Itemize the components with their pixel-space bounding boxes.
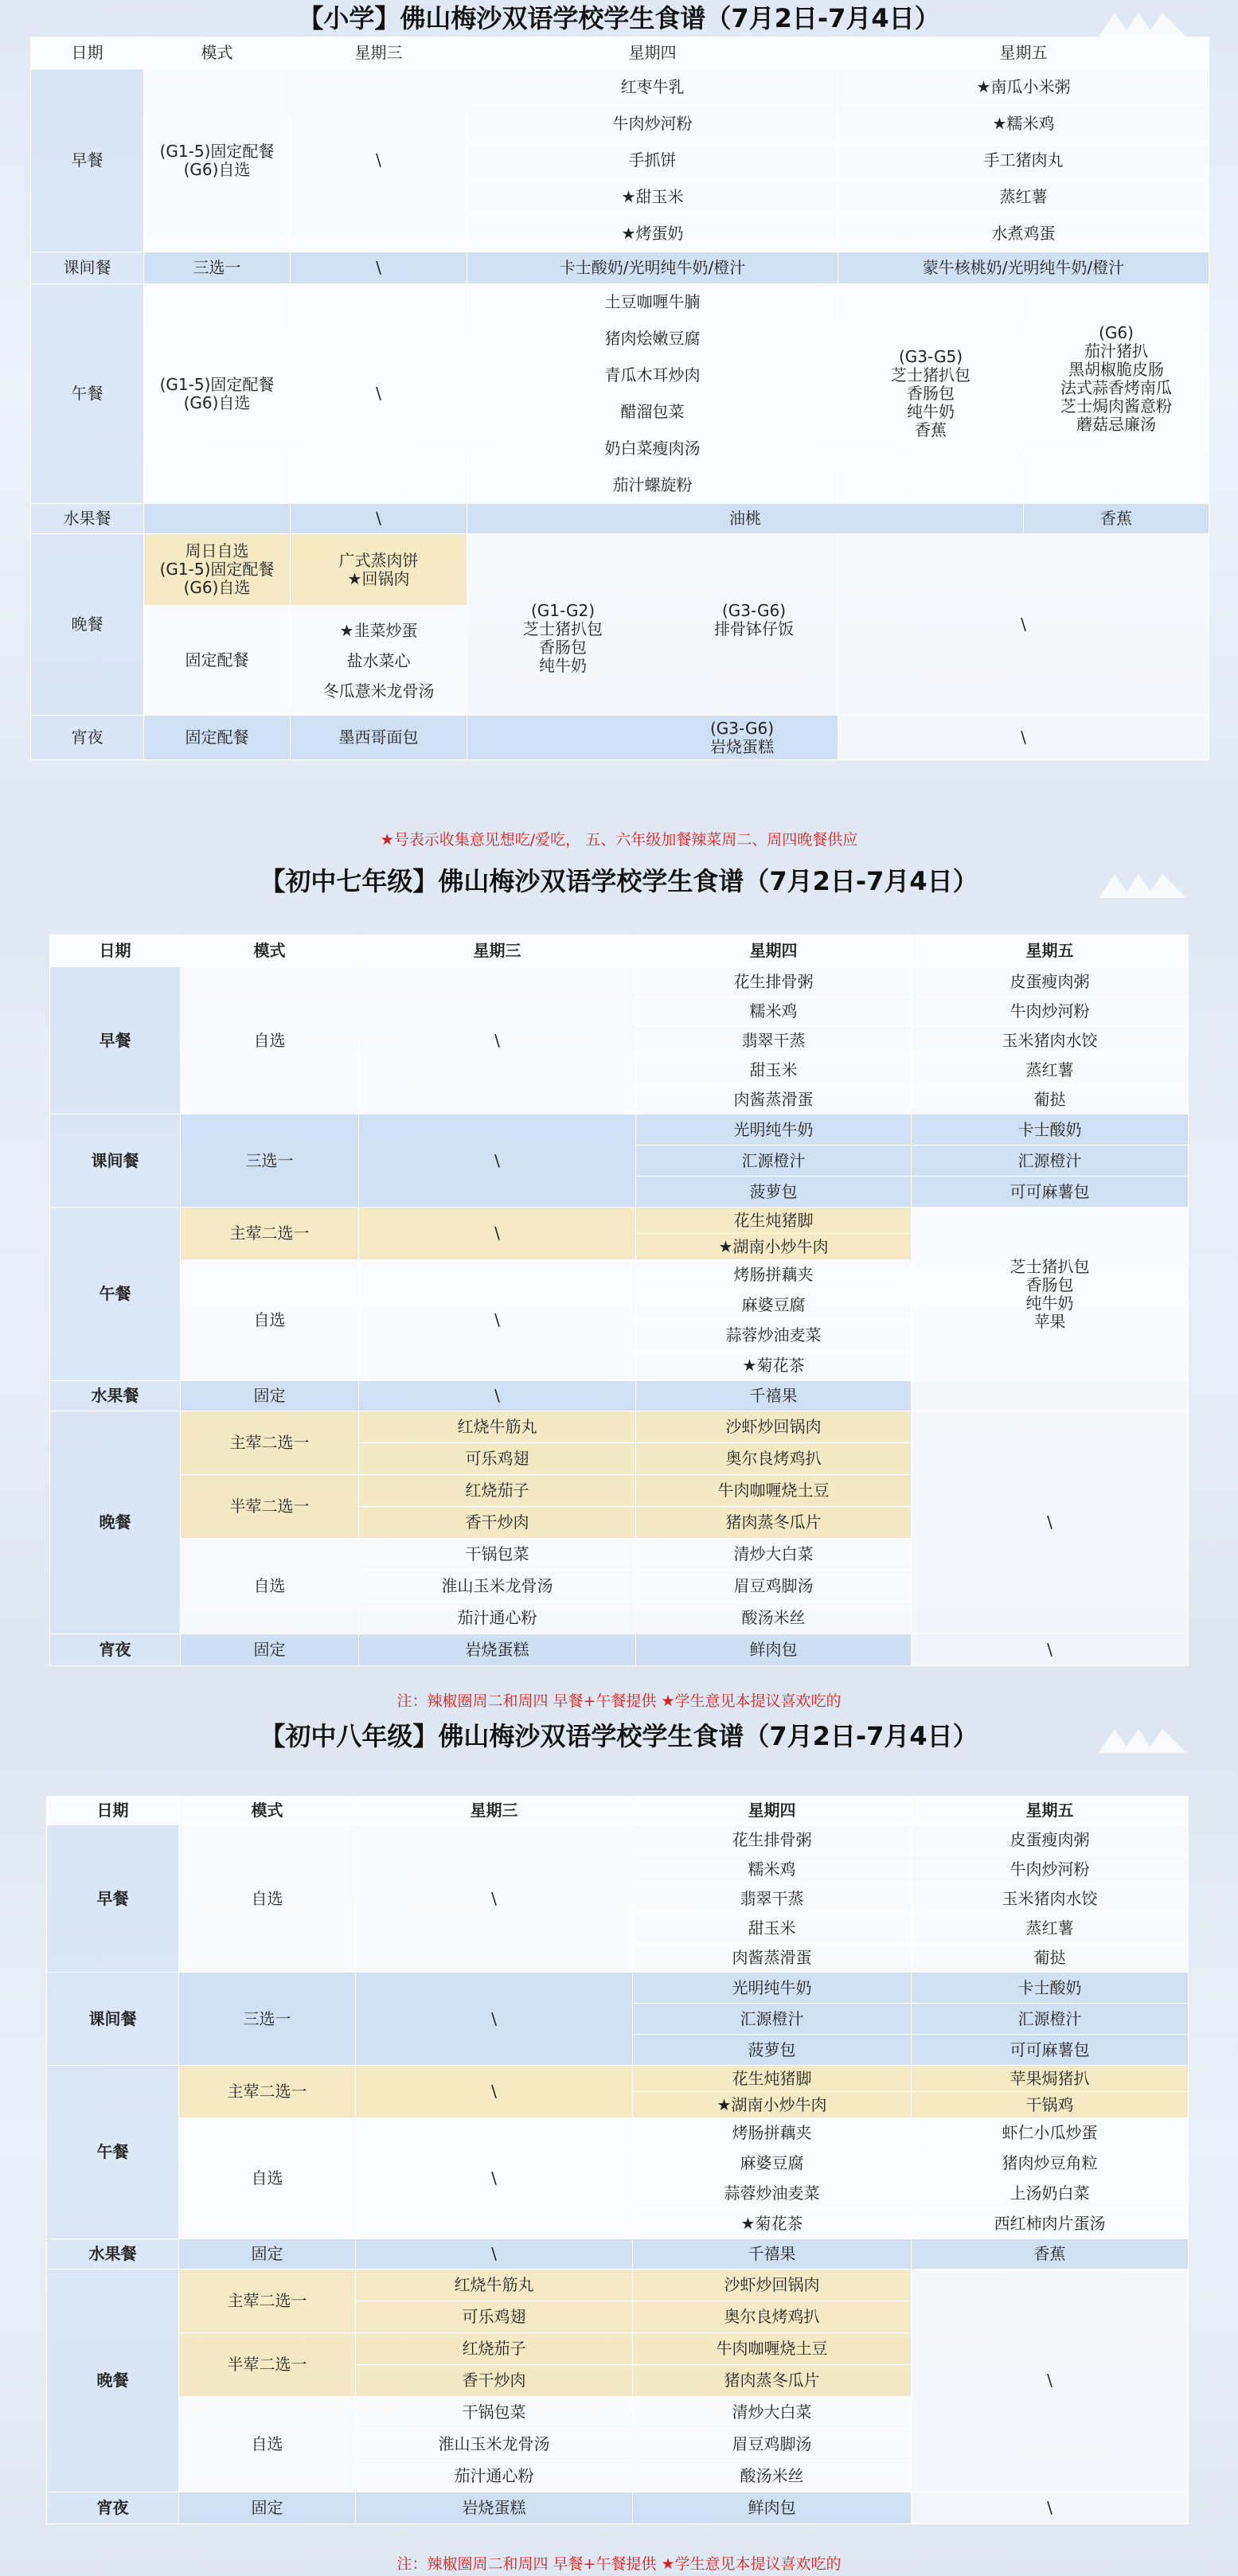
night-wed: 岩烧蛋糕 (356, 2492, 633, 2524)
snack-thu-item: 汇源橙汁 (636, 1146, 912, 1177)
lunch-thu-item: 醋溜包菜 (467, 394, 838, 431)
grade8-section (0, 1716, 1238, 2573)
lunch-thu-item: 麻婆豆腐 (636, 1290, 912, 1321)
lunch-mode: (G1-5)固定配餐 (G6)自选 (144, 284, 291, 504)
snack-thu-item: 汇源橙汁 (633, 2004, 912, 2035)
dinner-mode-a: 主荤二选一 (181, 1411, 359, 1475)
dinner-mode-c: 自选 (179, 2397, 356, 2492)
night-mode: 固定 (179, 2492, 356, 2524)
breakfast-thu-item: ★甜玉米 (467, 179, 838, 216)
dinner-thu-item: 清炒大白菜 (636, 1539, 912, 1571)
fruit-thu: 千禧果 (633, 2239, 912, 2270)
breakfast-thu-item: 翡翠干蒸 (633, 1884, 912, 1914)
lunch-fri-item: 上汤奶白菜 (912, 2179, 1189, 2209)
dinner-thu-g3g6: (G3-G6) 排骨钵仔饭 (714, 601, 794, 638)
header-mode: 模式 (179, 1797, 356, 1825)
breakfast-fri-item: 手工猪肉丸 (838, 142, 1209, 179)
snack-fri: 蒙牛核桃奶/光明纯牛奶/橙汁 (838, 252, 1209, 284)
primary-section (0, 0, 1238, 849)
fruit-mode: 固定 (181, 1381, 359, 1411)
breakfast-fri-item: 玉米猪肉水饺 (912, 1026, 1189, 1056)
fruit-wed: \ (291, 504, 467, 534)
dinner-mode-b: 半荤二选一 (181, 1475, 359, 1539)
grade7-note: 注：辣椒圈周二和周四 早餐+午餐提供 ★学生意见本提议喜欢吃的 (396, 1692, 842, 1710)
dinner-thu-item: 牛肉咖喱烧土豆 (633, 2333, 912, 2365)
lunch-fri-item: 西红柿肉片蛋汤 (912, 2209, 1189, 2239)
dinner-wed-item: 淮山玉米龙骨汤 (359, 1571, 636, 1602)
breakfast-thu-item: ★烤蛋奶 (467, 216, 838, 252)
lunch-thu-item: 茄汁螺旋粉 (467, 467, 838, 504)
breakfast-thu-item: 花生排骨粥 (636, 967, 912, 997)
breakfast-fri-item: ★糯米鸡 (838, 106, 1209, 142)
breakfast-thu-item: 甜玉米 (633, 1914, 912, 1943)
lunch-wed-a: \ (356, 2066, 633, 2118)
fruit-thu: 千禧果 (636, 1381, 912, 1411)
dinner-wed-item: 干锅包菜 (359, 1539, 636, 1571)
snack-thu-item: 菠萝包 (636, 1177, 912, 1208)
breakfast-fri-item: 皮蛋瘦肉粥 (912, 1825, 1189, 1855)
breakfast-thu-item: 花生排骨粥 (633, 1825, 912, 1855)
lunch-thu-item: 烤肠拼藕夹 (636, 1260, 912, 1290)
breakfast-label: 早餐 (50, 967, 181, 1114)
fruit-wed: \ (359, 1381, 636, 1411)
header-thu: 星期四 (636, 935, 912, 967)
night-fri: \ (912, 1634, 1189, 1666)
dinner-thu-item: 眉豆鸡脚汤 (636, 1571, 912, 1602)
breakfast-mode: 自选 (181, 967, 359, 1114)
lunch-fri-item: 猪肉炒豆角粒 (912, 2149, 1189, 2179)
fruit-mode (144, 504, 291, 534)
breakfast-thu-item: 翡翠干蒸 (636, 1026, 912, 1056)
lunch-thu-item: 烤肠拼藕夹 (633, 2118, 912, 2149)
fruit-mode: 固定 (179, 2239, 356, 2270)
breakfast-fri-item: 蒸红薯 (912, 1914, 1189, 1943)
lunch-fri-item: 苹果焗猪扒 (912, 2066, 1189, 2092)
header-mode: 模式 (181, 935, 359, 967)
night-fri: \ (912, 2492, 1189, 2524)
dinner-mode-a: 主荤二选一 (179, 2270, 356, 2333)
breakfast-fri-item: 牛肉炒河粉 (912, 997, 1189, 1026)
breakfast-label: 早餐 (31, 69, 144, 252)
grade7-menu-table (49, 935, 1189, 1666)
snack-fri-item: 汇源橙汁 (912, 1146, 1189, 1177)
school-logo-icon (1095, 6, 1190, 38)
snack-wed: \ (291, 252, 467, 284)
fruit-label: 水果餐 (31, 504, 144, 534)
breakfast-fri-item: 皮蛋瘦肉粥 (912, 967, 1189, 997)
breakfast-fri-item: 蒸红薯 (838, 179, 1209, 216)
lunch-mode-b: 自选 (181, 1260, 359, 1381)
breakfast-mode: (G1-5)固定配餐 (G6)自选 (144, 69, 291, 252)
dinner-wed-item: 红烧茄子 (356, 2333, 633, 2365)
dinner-thu-item: 猪肉蒸冬瓜片 (633, 2365, 912, 2397)
snack-thu: 卡士酸奶/光明纯牛奶/橙汁 (467, 252, 838, 284)
lunch-thu-item: 奶白菜瘦肉汤 (467, 431, 838, 467)
dinner-wed-item: 茄汁通心粉 (359, 1602, 636, 1634)
fruit-wed: \ (356, 2239, 633, 2270)
night-wed: 墨西哥面包 (291, 716, 467, 760)
breakfast-fri-item: 牛肉炒河粉 (912, 1855, 1189, 1884)
lunch-label: 午餐 (31, 284, 144, 504)
header-date: 日期 (47, 1797, 179, 1825)
lunch-fri: 芝士猪扒包 香肠包 纯牛奶 苹果 (912, 1208, 1189, 1381)
fruit-label: 水果餐 (47, 2239, 179, 2270)
breakfast-fri-item: 葡挞 (912, 1943, 1189, 1973)
lunch-wed-b: \ (359, 1260, 636, 1381)
snack-fri-item: 汇源橙汁 (912, 2004, 1189, 2035)
fruit-fri: 香蕉 (1024, 504, 1209, 534)
dinner-thu-item: 眉豆鸡脚汤 (633, 2429, 912, 2461)
snack-label: 课间餐 (31, 252, 144, 284)
lunch-wed-b: \ (356, 2118, 633, 2239)
lunch-label: 午餐 (50, 1208, 181, 1381)
breakfast-thu-item: 手抓饼 (467, 142, 838, 179)
fruit-fri (912, 1381, 1189, 1411)
breakfast-thu-item: 牛肉炒河粉 (467, 106, 838, 142)
dinner-wed-item: 红烧茄子 (359, 1475, 636, 1507)
breakfast-fri-item: 水煮鸡蛋 (838, 216, 1209, 252)
breakfast-mode: 自选 (179, 1825, 356, 1973)
dinner-wed-item: 茄汁通心粉 (356, 2461, 633, 2492)
lunch-thu-item: 青瓜木耳炒肉 (467, 357, 838, 394)
lunch-mode-b: 自选 (179, 2118, 356, 2239)
lunch-mode-a: 主荤二选一 (181, 1208, 359, 1260)
lunch-thu-item: 麻婆豆腐 (633, 2149, 912, 2179)
fruit-thu: 油桃 (467, 504, 1024, 534)
dinner-label: 晚餐 (47, 2270, 179, 2492)
dinner-fri: \ (912, 2270, 1189, 2492)
night-label: 宵夜 (31, 716, 144, 760)
dinner-thu-item: 酸汤米丝 (633, 2461, 912, 2492)
snack-mode: 三选一 (179, 1973, 356, 2066)
night-mode: 固定 (181, 1634, 359, 1666)
header-wed: 星期三 (356, 1797, 633, 1825)
dinner-wed-item: 香干炒肉 (356, 2365, 633, 2397)
breakfast-thu-item: 肉酱蒸滑蛋 (633, 1943, 912, 1973)
lunch-fri-item: 干锅鸡 (912, 2092, 1189, 2118)
grade7-title: 【初中七年级】佛山梅沙双语学校学生食谱（7月2日-7月4日） (260, 866, 978, 896)
dinner-wed-item: 香干炒肉 (359, 1507, 636, 1539)
breakfast-wed: \ (356, 1825, 633, 1973)
header-fri: 星期五 (912, 1797, 1189, 1825)
header-fri: 星期五 (912, 935, 1189, 967)
snack-fri-item: 可可麻薯包 (912, 2035, 1189, 2066)
primary-title: 【小学】佛山梅沙双语学校学生食谱（7月2日-7月4日） (298, 3, 940, 33)
school-logo-icon (1095, 868, 1190, 900)
snack-fri-item: 卡士酸奶 (912, 1114, 1189, 1146)
night-label: 宵夜 (47, 2492, 179, 2524)
breakfast-thu-item: 糯米鸡 (636, 997, 912, 1026)
lunch-thu-item: 花生炖猪脚 (636, 1208, 912, 1234)
dinner-thu-item: 沙虾炒回锅肉 (633, 2270, 912, 2301)
dinner-fri: \ (838, 534, 1209, 716)
primary-menu-table (30, 37, 1209, 760)
night-thu: 鲜肉包 (633, 2492, 912, 2524)
header-thu: 星期四 (467, 37, 838, 69)
dinner-label: 晚餐 (50, 1411, 181, 1634)
dinner-wed-item: 干锅包菜 (356, 2397, 633, 2429)
dinner-thu-item: 沙虾炒回锅肉 (636, 1411, 912, 1443)
breakfast-label: 早餐 (47, 1825, 179, 1973)
dinner-thu (467, 534, 838, 716)
dinner-thu-item: 牛肉咖喱烧土豆 (636, 1475, 912, 1507)
breakfast-thu-item: 糯米鸡 (633, 1855, 912, 1884)
fruit-fri: 香蕉 (912, 2239, 1189, 2270)
lunch-fri-g3g5: (G3-G5) 芝士猪扒包 香肠包 纯牛奶 香蕉 (838, 284, 1024, 504)
lunch-fri-g6: (G6) 茄汁猪扒 黑胡椒脆皮肠 法式蒜香烤南瓜 芝士焗肉酱意粉 蘑菇忌廉汤 (1024, 284, 1209, 504)
snack-wed: \ (356, 1973, 633, 2066)
dinner-thu-item: 奥尔良烤鸡扒 (633, 2301, 912, 2333)
dinner-wed-item: 红烧牛筋丸 (359, 1411, 636, 1443)
dinner-wed-b: ★韭菜炒蛋 盐水菜心 冬瓜薏米龙骨汤 (291, 606, 467, 716)
header-date: 日期 (50, 935, 181, 967)
breakfast-fri-item: 蒸红薯 (912, 1056, 1189, 1085)
dinner-wed-a: 广式蒸肉饼 ★回锅肉 (291, 534, 467, 606)
dinner-wed-item: 淮山玉米龙骨汤 (356, 2429, 633, 2461)
lunch-thu-item: ★菊花茶 (636, 1351, 912, 1381)
breakfast-wed: \ (359, 967, 636, 1114)
snack-fri-item: 可可麻薯包 (912, 1177, 1189, 1208)
grade8-note: 注：辣椒圈周二和周四 早餐+午餐提供 ★学生意见本提议喜欢吃的 (396, 2555, 842, 2573)
header-wed: 星期三 (359, 935, 636, 967)
lunch-label: 午餐 (47, 2066, 179, 2239)
lunch-wed-a: \ (359, 1208, 636, 1260)
snack-mode: 三选一 (144, 252, 291, 284)
snack-fri-item: 卡士酸奶 (912, 1973, 1189, 2004)
snack-mode: 三选一 (181, 1114, 359, 1208)
dinner-mode-a: 周日自选 (G1-5)固定配餐 (G6)自选 (144, 534, 291, 606)
lunch-thu-item: 猪肉烩嫩豆腐 (467, 321, 838, 357)
dinner-wed-item: 可乐鸡翅 (359, 1443, 636, 1475)
breakfast-thu-item: 肉酱蒸滑蛋 (636, 1085, 912, 1114)
dinner-wed-item: 红烧牛筋丸 (356, 2270, 633, 2301)
lunch-wed: \ (291, 284, 467, 504)
dinner-mode-b: 固定配餐 (144, 606, 291, 716)
lunch-thu-item: 土豆咖喱牛腩 (467, 284, 838, 321)
night-mode: 固定配餐 (144, 716, 291, 760)
dinner-fri: \ (912, 1411, 1189, 1634)
dinner-label: 晚餐 (31, 534, 144, 716)
breakfast-fri-item: 葡挞 (912, 1085, 1189, 1114)
snack-label: 课间餐 (47, 1973, 179, 2066)
lunch-thu-item: ★菊花茶 (633, 2209, 912, 2239)
grade8-title: 【初中八年级】佛山梅沙双语学校学生食谱（7月2日-7月4日） (260, 1721, 978, 1751)
night-fri: \ (838, 716, 1209, 760)
breakfast-fri-item: ★南瓜小米粥 (838, 69, 1209, 106)
grade7-section (0, 861, 1238, 1710)
primary-note: ★号表示收集意见想吃/爱吃， 五、六年级加餐辣菜周二、周四晚餐供应 (380, 831, 858, 849)
breakfast-thu-item: 红枣牛乳 (467, 69, 838, 106)
lunch-mode-a: 主荤二选一 (179, 2066, 356, 2118)
lunch-thu-item: ★湖南小炒牛肉 (636, 1234, 912, 1260)
snack-thu-item: 光明纯牛奶 (636, 1114, 912, 1146)
header-date: 日期 (31, 37, 144, 69)
snack-thu-item: 菠萝包 (633, 2035, 912, 2066)
night-label: 宵夜 (50, 1634, 181, 1666)
night-wed: 岩烧蛋糕 (359, 1634, 636, 1666)
dinner-thu-item: 猪肉蒸冬瓜片 (636, 1507, 912, 1539)
dinner-thu-g1g2: (G1-G2) 芝士猪扒包 香肠包 纯牛奶 (523, 601, 603, 675)
dinner-wed-item: 可乐鸡翅 (356, 2301, 633, 2333)
dinner-mode-b: 半荤二选一 (179, 2333, 356, 2397)
grade8-menu-table (46, 1796, 1189, 2524)
fruit-label: 水果餐 (50, 1381, 181, 1411)
night-thu: (G3-G6) 岩烧蛋糕 (467, 716, 838, 760)
snack-thu-item: 光明纯牛奶 (633, 1973, 912, 2004)
snack-label: 课间餐 (50, 1114, 181, 1208)
lunch-thu-item: ★湖南小炒牛肉 (633, 2092, 912, 2118)
snack-wed: \ (359, 1114, 636, 1208)
header-mode: 模式 (144, 37, 291, 69)
lunch-fri-item: 虾仁小瓜炒蛋 (912, 2118, 1189, 2149)
dinner-thu-item: 清炒大白菜 (633, 2397, 912, 2429)
header-thu: 星期四 (633, 1797, 912, 1825)
lunch-thu-item: 蒜蓉炒油麦菜 (633, 2179, 912, 2209)
header-wed: 星期三 (291, 37, 467, 69)
dinner-mode-c: 自选 (181, 1539, 359, 1634)
breakfast-wed: \ (291, 69, 467, 252)
night-thu: 鲜肉包 (636, 1634, 912, 1666)
dinner-thu-item: 酸汤米丝 (636, 1602, 912, 1634)
breakfast-fri-item: 玉米猪肉水饺 (912, 1884, 1189, 1914)
dinner-thu-item: 奥尔良烤鸡扒 (636, 1443, 912, 1475)
lunch-thu-item: 蒜蓉炒油麦菜 (636, 1321, 912, 1351)
lunch-thu-item: 花生炖猪脚 (633, 2066, 912, 2092)
school-logo-icon (1095, 1723, 1190, 1754)
header-fri: 星期五 (838, 37, 1209, 69)
breakfast-thu-item: 甜玉米 (636, 1056, 912, 1085)
